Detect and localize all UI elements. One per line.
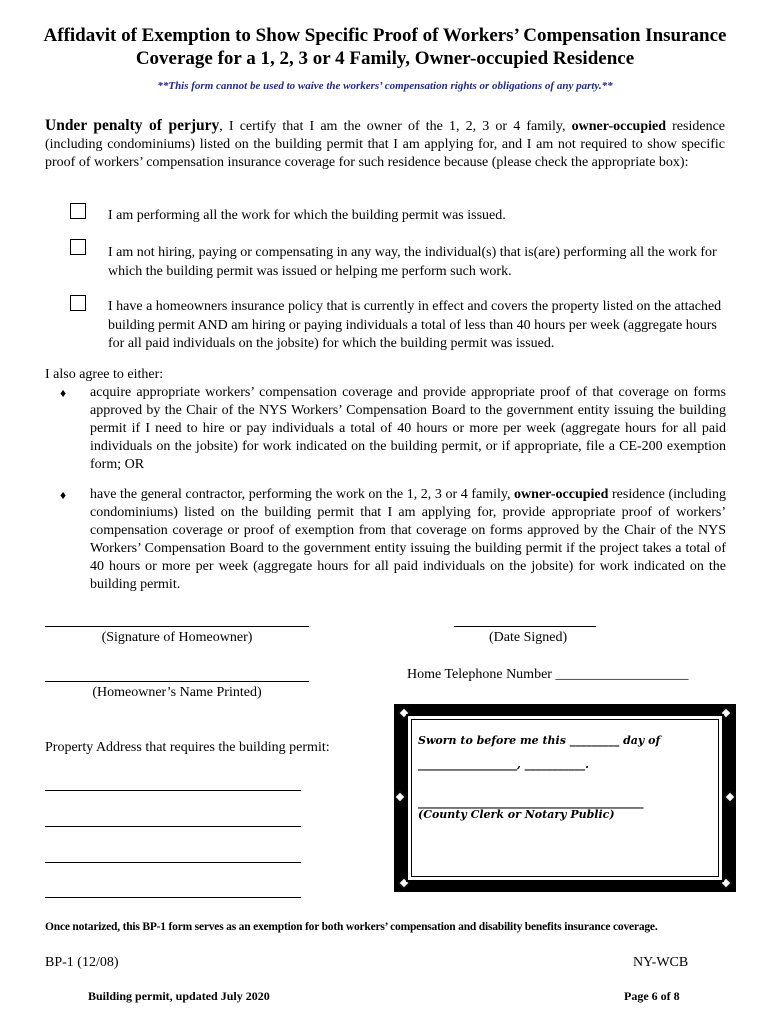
bullet-1-text: acquire appropriate workers’ compensation coverage and provide appropriate proof of that coverage on forms approved by the Chair of the NYS Workers’ Compensation Board to the government entity issuing the building permit if I need to hire or pay individuals a total of 40 hours or more per week (aggregate hours for all paid individuals on the jobsite) for work indicated on the building permit, or if appropriate, file a CE-200 exemption form; OR — [90, 385, 726, 472]
option-1-text: I am performing all the work for which the building permit was issued. — [108, 208, 506, 223]
checkbox-option-1[interactable] — [70, 203, 86, 219]
bullet-1-diamond-icon: ♦ — [60, 386, 67, 400]
side-ornament-icon — [394, 791, 405, 802]
notarized-note: Once notarized, this BP-1 form serves as an exemption for both workers’ compensation and disability benefits insurance coverage. — [45, 921, 658, 933]
side-ornament-icon — [724, 791, 735, 802]
intro-paragraph — [45, 117, 725, 172]
notary-line-2: __________________, ___________. — [418, 758, 589, 771]
date-signed-line[interactable] — [454, 626, 596, 627]
updated-note: Building permit, updated July 2020 — [88, 989, 270, 1003]
signature-caption: (Signature of Homeowner) — [101, 630, 253, 645]
checkbox-option-2[interactable] — [70, 239, 86, 255]
bullet-2-part-2: residence (including condominiums) listed on the building permit that I am applying for, provide appropriate proof of workers’ compensation coverage or proof of exemption from that coverage on forms approved by the Chair of the NYS Workers’ Compensation Board to the government entity issuing the building permit if the project takes a total of 40 hours or more per week (aggregate hours for all paid individuals on the jobsite) for work indicated on the building permit. — [90, 487, 726, 592]
intro-part-2: residence (including condominiums) listed on the building permit that I am applying for, and I am not required to show specific proof of workers’ compensation insurance coverage for such residence because (please check the appropriate box): — [45, 119, 725, 170]
printed-name-line[interactable] — [45, 681, 309, 682]
page-title — [20, 24, 750, 70]
property-address-label: Property Address that requires the building permit: — [45, 740, 330, 755]
notary-inner-frame — [406, 714, 724, 882]
date-signed-caption: (Date Signed) — [489, 630, 568, 645]
notary-content[interactable] — [411, 719, 719, 877]
title-line-2: Coverage for a 1, 2, 3 or 4 Family, Owner-occupied Residence — [135, 48, 635, 69]
notary-line-1: Sworn to before me this _________ day of — [418, 734, 661, 747]
agency-code: NY-WCB — [633, 955, 689, 970]
bullet-2-text — [90, 486, 726, 594]
address-line-4[interactable] — [45, 897, 301, 898]
notary-signature-line: _________________________________________ — [418, 796, 644, 809]
home-phone-field[interactable]: Home Telephone Number ___________________ — [407, 667, 689, 682]
signature-line[interactable] — [45, 626, 309, 627]
address-line-1[interactable] — [45, 790, 301, 791]
option-3-text: I have a homeowners insurance policy that is currently in effect and covers the property listed on the attached building permit AND am hiring or paying individuals a total of less than 40 hours per week (aggregate hours for all paid individuals on the jobsite) for which the building permit was issued. — [108, 299, 722, 351]
agree-label: I also agree to either: — [45, 367, 164, 382]
waiver-notice: **This form cannot be used to waive the workers’ compensation rights or obligations of any party.** — [157, 80, 613, 92]
title-line-1: Affidavit of Exemption to Show Specific Proof of Workers’ Compensation Insurance — [43, 25, 727, 46]
bullet-2-diamond-icon: ♦ — [60, 488, 67, 502]
bullet-2-emphasis: owner-occupied — [514, 487, 609, 502]
printed-name-caption: (Homeowner’s Name Printed) — [92, 685, 262, 700]
perjury-lead: Under penalty of perjury — [45, 117, 220, 134]
page-number: Page 6 of 8 — [624, 989, 680, 1003]
notary-box — [394, 704, 736, 892]
address-line-2[interactable] — [45, 826, 301, 827]
notary-caption: (County Clerk or Notary Public) — [418, 808, 615, 821]
address-line-3[interactable] — [45, 862, 301, 863]
form-id: BP-1 (12/08) — [45, 955, 119, 970]
checkbox-option-3[interactable] — [70, 295, 86, 311]
bullet-2-part-1: have the general contractor, performing the work on the 1, 2, 3 or 4 family, — [90, 487, 515, 502]
intro-part-1: , I certify that I am the owner of the 1, 2, 3 or 4 family, — [219, 119, 572, 134]
option-2-text: I am not hiring, paying or compensating in any way, the individual(s) that is(are) performing all the work for which the building permit was issued or helping me perform such work. — [108, 245, 717, 279]
intro-emphasis: owner-occupied — [571, 119, 666, 134]
